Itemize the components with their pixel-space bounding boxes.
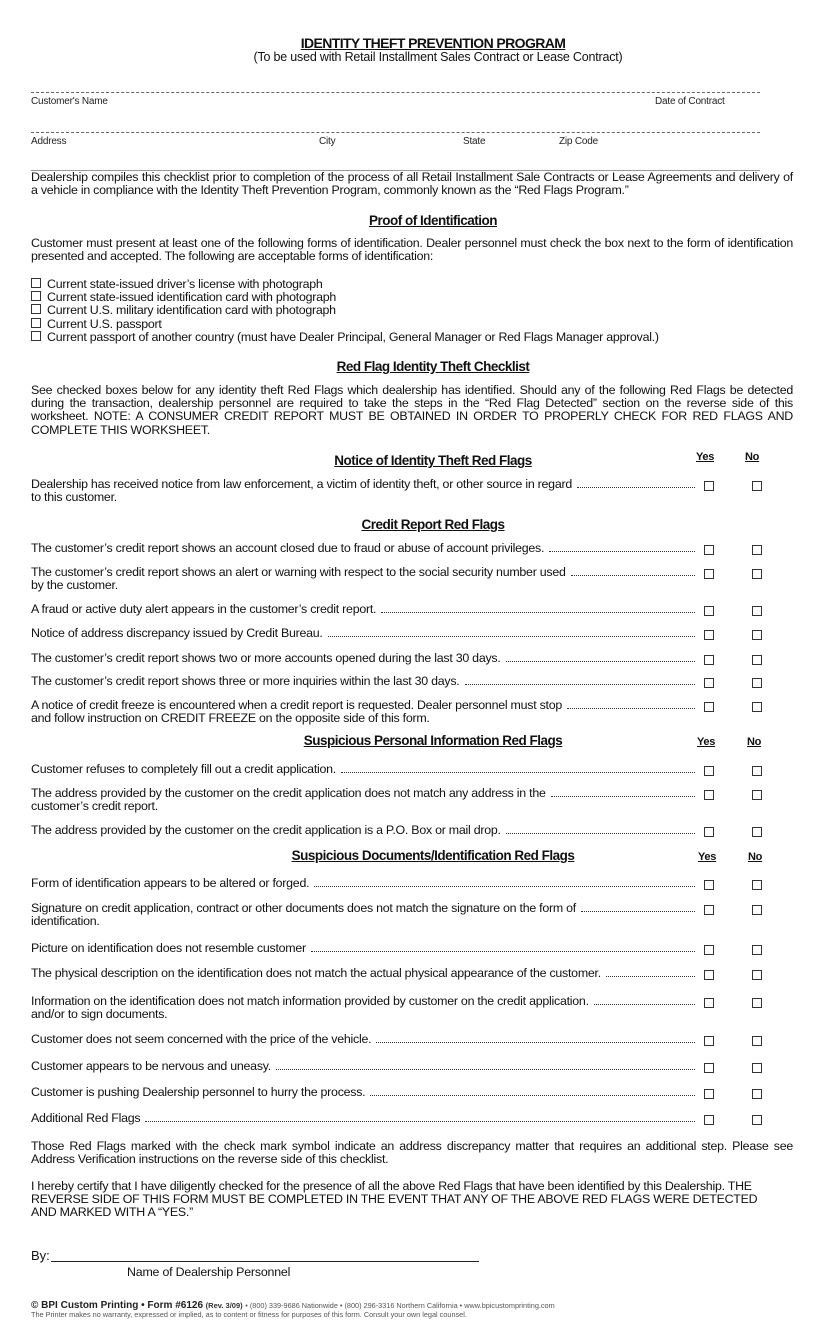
no-checkbox[interactable] bbox=[752, 606, 762, 616]
red-flag-line bbox=[31, 566, 697, 579]
dot-leader bbox=[370, 1095, 695, 1096]
section-heading-personal-info: Suspicious Personal Information Red Flags bbox=[303, 733, 563, 748]
yes-checkbox[interactable] bbox=[704, 1036, 714, 1046]
checkbox[interactable] bbox=[31, 278, 41, 288]
red-flag-text: The physical description on the identification does not match the actual physical appearance of the customer. bbox=[31, 966, 601, 980]
red-flag-line bbox=[31, 478, 697, 491]
red-flag-row bbox=[31, 942, 766, 955]
red-flag-line bbox=[31, 627, 697, 640]
red-flag-row bbox=[31, 995, 766, 1021]
red-flag-row bbox=[31, 1033, 766, 1046]
no-column-header: No bbox=[748, 851, 763, 863]
checkmark-note: Those Red Flags marked with the check mark symbol indicate an address discrepancy matter that requires an additional step. Please see Address Verification instructions on the reverse side of this checklist. bbox=[31, 1139, 793, 1167]
red-flag-line bbox=[31, 542, 697, 555]
no-checkbox[interactable] bbox=[752, 880, 762, 890]
yes-column-header: Yes bbox=[696, 451, 715, 463]
red-flag-text-continued: to this customer. bbox=[31, 490, 117, 504]
no-checkbox[interactable] bbox=[752, 481, 762, 491]
red-flag-row bbox=[31, 967, 766, 980]
red-flag-text: Notice of address discrepancy issued by Credit Bureau. bbox=[31, 626, 323, 640]
no-checkbox[interactable] bbox=[752, 569, 762, 579]
checklist-heading: Red Flag Identity Theft Checklist bbox=[336, 359, 530, 374]
red-flag-line bbox=[31, 1033, 697, 1046]
proof-heading: Proof of Identification bbox=[369, 213, 497, 228]
no-checkbox[interactable] bbox=[752, 630, 762, 640]
dot-leader bbox=[577, 487, 695, 488]
customer-name-line[interactable] bbox=[31, 92, 760, 93]
date-of-contract-label: Date of Contract bbox=[655, 96, 725, 107]
yes-checkbox[interactable] bbox=[704, 702, 714, 712]
no-column-header: No bbox=[745, 451, 760, 463]
checkbox[interactable] bbox=[31, 304, 41, 314]
red-flag-row bbox=[31, 542, 766, 555]
address-label: Address bbox=[31, 136, 67, 147]
yes-checkbox[interactable] bbox=[704, 630, 714, 640]
yes-checkbox[interactable] bbox=[704, 827, 714, 837]
yes-checkbox[interactable] bbox=[704, 1115, 714, 1125]
dot-leader bbox=[341, 772, 695, 773]
yes-checkbox[interactable] bbox=[704, 905, 714, 915]
no-checkbox[interactable] bbox=[752, 1115, 762, 1125]
red-flag-line bbox=[31, 1086, 697, 1099]
red-flag-text: The address provided by the customer on the credit application is a P.O. Box or mail drop. bbox=[31, 823, 501, 837]
yes-column-header: Yes bbox=[698, 851, 717, 863]
no-checkbox[interactable] bbox=[752, 1063, 762, 1073]
red-flag-text: A fraud or active duty alert appears in the customer’s credit report. bbox=[31, 602, 377, 616]
red-flag-row bbox=[31, 675, 766, 688]
dot-leader bbox=[276, 1069, 695, 1070]
red-flag-text: The address provided by the customer on the credit application does not match any address in the bbox=[31, 786, 546, 800]
red-flag-row bbox=[31, 699, 766, 725]
red-flag-text: The customer’s credit report shows an alert or warning with respect to the social security number used bbox=[31, 565, 566, 579]
dot-leader bbox=[465, 684, 696, 685]
zip-code-label: Zip Code bbox=[559, 136, 598, 147]
id-option-label: Current state-issued driver’s license with photograph bbox=[47, 277, 323, 291]
red-flag-text-continued: by the customer. bbox=[31, 578, 118, 592]
address-line[interactable] bbox=[31, 132, 760, 133]
certification-statement: I hereby certify that I have diligently checked for the presence of all the above Red Flags that have been identified by this Dealership. THE REVERSE SIDE OF THIS FORM MUST BE COMPLETED IN THE EVENT THAT ANY OF THE ABOVE RED FLAGS WERE DETECTED AND MARKED WITH A “YES.” bbox=[31, 1179, 758, 1220]
red-flag-line bbox=[31, 902, 697, 915]
no-column-header: No bbox=[747, 736, 762, 748]
red-flag-row bbox=[31, 603, 766, 616]
no-checkbox[interactable] bbox=[752, 790, 762, 800]
no-checkbox[interactable] bbox=[752, 970, 762, 980]
red-flag-row bbox=[31, 478, 766, 504]
red-flag-line bbox=[31, 763, 697, 776]
dot-leader bbox=[551, 796, 695, 797]
yes-checkbox[interactable] bbox=[704, 970, 714, 980]
red-flag-row bbox=[31, 1086, 766, 1099]
red-flag-row bbox=[31, 566, 766, 592]
no-checkbox[interactable] bbox=[752, 702, 762, 712]
footer-disclaimer: The Printer makes no warranty, expressed or implied, as to content or fitness for purposes of this form. Consult your own legal counsel. bbox=[31, 1310, 467, 1319]
red-flag-text: Signature on credit application, contract or other documents does not match the signature on the form of bbox=[31, 901, 576, 915]
yes-checkbox[interactable] bbox=[704, 945, 714, 955]
red-flag-row bbox=[31, 824, 766, 837]
red-flag-line bbox=[31, 652, 697, 665]
intro-paragraph: Dealership compiles this checklist prior to completion of the process of all Retail Installment Sale Contracts or Lease Agreements and delivery of a vehicle in compliance with the Identity Theft Prevention Program, commonly known as the “Red Flags Program.” bbox=[31, 170, 793, 198]
footer-contact: • (800) 339-9686 Nationwide • (800) 296-3316 Northern California • www.bpicustomprinting.com bbox=[245, 1301, 555, 1310]
dot-leader bbox=[567, 708, 695, 709]
no-checkbox[interactable] bbox=[752, 998, 762, 1008]
footer-brand: © BPI Custom Printing • Form #6126 bbox=[31, 1300, 204, 1311]
no-checkbox[interactable] bbox=[752, 545, 762, 555]
form-subtitle: (To be used with Retail Installment Sales Contract or Lease Contract) bbox=[253, 50, 623, 64]
state-label: State bbox=[463, 136, 486, 147]
dot-leader bbox=[506, 833, 695, 834]
red-flag-text: Picture on identification does not resemble customer bbox=[31, 941, 306, 955]
no-checkbox[interactable] bbox=[752, 678, 762, 688]
proof-paragraph: Customer must present at least one of the following forms of identification. Dealer personnel must check the box next to the form of identification presented and accepted. The following are acceptable forms of identification: bbox=[31, 236, 793, 264]
dot-leader bbox=[594, 1004, 695, 1005]
dot-leader bbox=[506, 661, 695, 662]
yes-checkbox[interactable] bbox=[704, 678, 714, 688]
red-flag-text: Customer refuses to completely fill out a credit application. bbox=[31, 762, 336, 776]
yes-checkbox[interactable] bbox=[704, 998, 714, 1008]
red-flag-text: Information on the identification does not match information provided by customer on the credit application. bbox=[31, 994, 589, 1008]
section-heading-notice: Notice of Identity Theft Red Flags bbox=[334, 453, 532, 468]
yes-checkbox[interactable] bbox=[704, 1063, 714, 1073]
no-checkbox[interactable] bbox=[752, 1036, 762, 1046]
form-title: IDENTITY THEFT PREVENTION PROGRAM bbox=[300, 35, 566, 51]
red-flag-line bbox=[31, 942, 697, 955]
id-option[interactable] bbox=[31, 331, 659, 344]
no-checkbox[interactable] bbox=[752, 945, 762, 955]
dot-leader bbox=[606, 976, 695, 977]
dot-leader bbox=[581, 911, 695, 912]
red-flag-text: A notice of credit freeze is encountered when a credit report is requested. Dealer personnel must stop bbox=[31, 698, 563, 712]
dot-leader bbox=[145, 1121, 695, 1122]
dot-leader bbox=[314, 886, 695, 887]
red-flag-row bbox=[31, 1060, 766, 1073]
yes-checkbox[interactable] bbox=[704, 569, 714, 579]
section-heading-documents: Suspicious Documents/Identification Red Flags bbox=[291, 848, 575, 863]
checkbox[interactable] bbox=[31, 291, 41, 301]
signature-line[interactable] bbox=[51, 1249, 479, 1262]
yes-checkbox[interactable] bbox=[704, 606, 714, 616]
red-flag-line bbox=[31, 675, 697, 688]
red-flag-row bbox=[31, 652, 766, 665]
no-checkbox[interactable] bbox=[752, 766, 762, 776]
red-flag-text-continued: identification. bbox=[31, 914, 100, 928]
red-flag-row bbox=[31, 902, 766, 928]
no-checkbox[interactable] bbox=[752, 655, 762, 665]
by-label: By: bbox=[31, 1248, 50, 1263]
no-checkbox[interactable] bbox=[752, 827, 762, 837]
red-flag-text: Form of identification appears to be altered or forged. bbox=[31, 876, 310, 890]
red-flag-line bbox=[31, 603, 697, 616]
dot-leader bbox=[549, 551, 695, 552]
red-flag-row bbox=[31, 877, 766, 890]
red-flag-text: Customer is pushing Dealership personnel to hurry the process. bbox=[31, 1085, 366, 1099]
dot-leader bbox=[571, 575, 695, 576]
signature-name-label: Name of Dealership Personnel bbox=[127, 1265, 291, 1279]
footer-revision: (Rev. 3/09) bbox=[205, 1301, 243, 1310]
red-flag-line bbox=[31, 1112, 697, 1125]
signature-field[interactable] bbox=[31, 1248, 479, 1263]
yes-checkbox[interactable] bbox=[704, 790, 714, 800]
checkbox[interactable] bbox=[31, 331, 41, 341]
id-option-label: Current U.S. military identification card with photograph bbox=[47, 303, 336, 318]
red-flag-text: Additional Red Flags bbox=[31, 1111, 141, 1125]
checklist-paragraph: See checked boxes below for any identity theft Red Flags which dealership has identified. Should any of the following Red Flags be detected during the transaction, dealership personnel are required to take the steps in the “Red Flag Detected” section on the reverse side of this worksheet. NOTE: A CONSUMER CREDIT REPORT MUST BE OBTAINED IN ORDER TO PROPERLY CHECK FOR RED FLAGS AND COMPLETE THIS WORKSHEET. bbox=[31, 383, 793, 437]
yes-checkbox[interactable] bbox=[704, 655, 714, 665]
dot-leader bbox=[311, 951, 695, 952]
red-flag-text: The customer’s credit report shows two or more accounts opened during the last 30 days. bbox=[31, 651, 501, 665]
yes-checkbox[interactable] bbox=[704, 1089, 714, 1099]
section-heading-credit-report: Credit Report Red Flags bbox=[361, 517, 505, 532]
red-flag-line bbox=[31, 877, 697, 890]
id-option-label: Current state-issued identification card with photograph bbox=[47, 290, 337, 305]
dot-leader bbox=[328, 636, 695, 637]
red-flag-row bbox=[31, 627, 766, 640]
red-flag-line bbox=[31, 1060, 697, 1073]
dot-leader bbox=[376, 1042, 695, 1043]
yes-column-header: Yes bbox=[697, 736, 716, 748]
yes-checkbox[interactable] bbox=[704, 481, 714, 491]
yes-checkbox[interactable] bbox=[704, 766, 714, 776]
no-checkbox[interactable] bbox=[752, 1089, 762, 1099]
red-flag-text: The customer’s credit report shows an account closed due to fraud or abuse of account privileges. bbox=[31, 541, 545, 555]
red-flag-row bbox=[31, 1112, 766, 1125]
id-option-label: Current passport of another country (must have Dealer Principal, General Manager or Red Flags Manager approval.) bbox=[47, 329, 659, 344]
red-flag-text-continued: and/or to sign documents. bbox=[31, 1007, 168, 1021]
yes-checkbox[interactable] bbox=[704, 880, 714, 890]
dot-leader bbox=[381, 612, 695, 613]
id-option-label: Current U.S. passport bbox=[47, 316, 162, 331]
red-flag-line bbox=[31, 967, 697, 980]
red-flag-row bbox=[31, 787, 766, 813]
red-flag-text-continued: and follow instruction on CREDIT FREEZE on the opposite side of this form. bbox=[31, 711, 430, 725]
red-flag-text: Dealership has received notice from law enforcement, a victim of identity theft, or other source in regard bbox=[31, 477, 572, 491]
red-flag-line bbox=[31, 824, 697, 837]
no-checkbox[interactable] bbox=[752, 905, 762, 915]
red-flag-text: The customer’s credit report shows three or more inquiries within the last 30 days. bbox=[31, 674, 460, 688]
red-flag-text: Customer appears to be nervous and uneasy. bbox=[31, 1059, 271, 1073]
red-flag-text: Customer does not seem concerned with the price of the vehicle. bbox=[31, 1032, 372, 1046]
customer-name-label: Customer's Name bbox=[31, 96, 108, 107]
red-flag-text-continued: customer’s credit report. bbox=[31, 799, 158, 813]
id-options-list bbox=[31, 278, 659, 344]
city-label: City bbox=[319, 136, 336, 147]
yes-checkbox[interactable] bbox=[704, 545, 714, 555]
checkbox[interactable] bbox=[31, 318, 41, 328]
red-flag-row bbox=[31, 763, 766, 776]
